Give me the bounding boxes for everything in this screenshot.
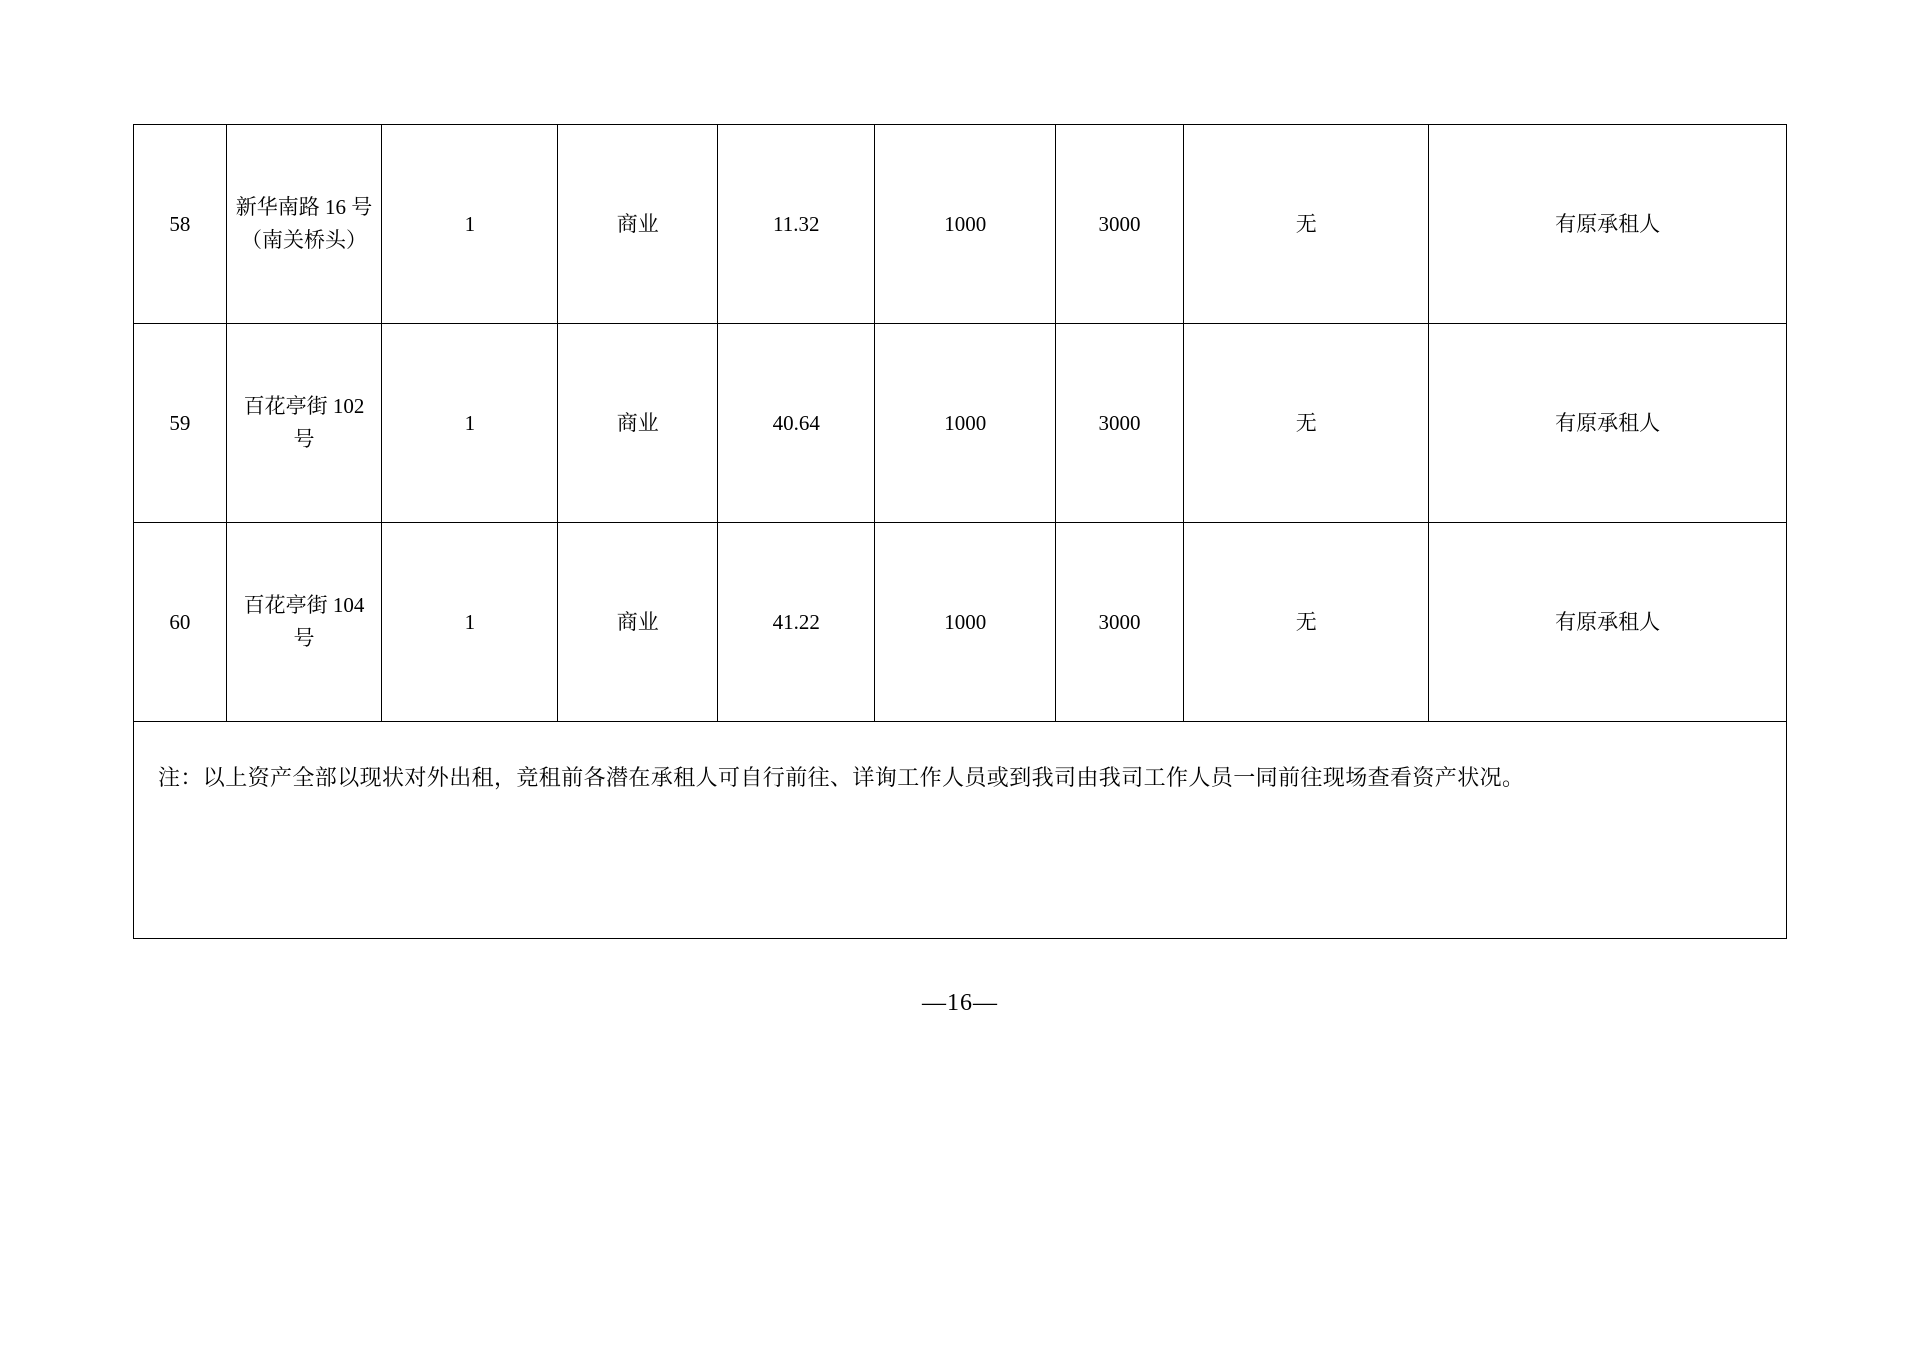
cell-count: 1 xyxy=(382,523,558,722)
cell-deposit: 3000 xyxy=(1055,324,1183,523)
cell-use: 商业 xyxy=(558,324,718,523)
cell-note: 无 xyxy=(1184,523,1429,722)
cell-address: 百花亭街 102 号 xyxy=(226,324,381,523)
asset-listing-table xyxy=(133,124,1787,939)
cell-status: 有原承租人 xyxy=(1429,125,1787,324)
cell-status: 有原承租人 xyxy=(1429,324,1787,523)
cell-note: 无 xyxy=(1184,324,1429,523)
page-number: —16— xyxy=(922,990,998,1016)
cell-deposit: 3000 xyxy=(1055,523,1183,722)
cell-serial-number: 58 xyxy=(134,125,227,324)
table-row xyxy=(134,125,1787,324)
cell-serial-number: 60 xyxy=(134,523,227,722)
table-footnote-row xyxy=(134,722,1787,939)
cell-use: 商业 xyxy=(558,523,718,722)
cell-price: 1000 xyxy=(875,125,1055,324)
footnote-text: 注：以上资产全部以现状对外出租，竞租前各潜在承租人可自行前往、详询工作人员或到我司由我司工作人员一同前往现场查看资产状况。 xyxy=(134,722,1787,939)
cell-area: 41.22 xyxy=(718,523,875,722)
cell-status: 有原承租人 xyxy=(1429,523,1787,722)
cell-price: 1000 xyxy=(875,523,1055,722)
cell-serial-number: 59 xyxy=(134,324,227,523)
cell-deposit: 3000 xyxy=(1055,125,1183,324)
cell-note: 无 xyxy=(1184,125,1429,324)
table-row xyxy=(134,523,1787,722)
cell-address: 新华南路 16 号（南关桥头） xyxy=(226,125,381,324)
cell-address: 百花亭街 104 号 xyxy=(226,523,381,722)
cell-count: 1 xyxy=(382,125,558,324)
cell-use: 商业 xyxy=(558,125,718,324)
table-body xyxy=(134,125,1787,939)
table-row xyxy=(134,324,1787,523)
cell-count: 1 xyxy=(382,324,558,523)
cell-price: 1000 xyxy=(875,324,1055,523)
cell-area: 11.32 xyxy=(718,125,875,324)
cell-area: 40.64 xyxy=(718,324,875,523)
